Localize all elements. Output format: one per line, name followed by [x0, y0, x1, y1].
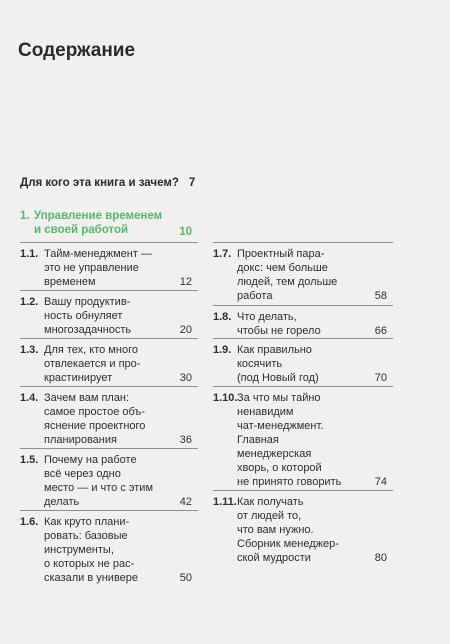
intro-page: 7 — [188, 177, 196, 189]
toc-entry — [20, 453, 200, 509]
toc-entry — [20, 247, 200, 289]
divider — [213, 242, 393, 243]
toc-entry — [20, 391, 200, 447]
entry-page: 12 — [179, 276, 192, 288]
toc-entry — [20, 343, 200, 385]
toc-entry — [213, 247, 395, 303]
entry-title: Как круто плани- ровать: базовые инструменты, о которых не рас- сказали в универе — [44, 516, 139, 584]
entry-page: 42 — [179, 496, 192, 508]
intro-entry — [20, 177, 195, 189]
entry-page: 20 — [179, 324, 192, 336]
entry-page: 58 — [374, 290, 387, 302]
entry-title: Проектный пара- докс: чем больше людей, тем дольше работа — [237, 248, 338, 302]
entry-page: 74 — [374, 476, 387, 488]
page-title: Содержание — [18, 40, 136, 61]
entry-page: 66 — [374, 325, 387, 337]
chapter-number: 1. — [20, 210, 30, 222]
toc-entry — [213, 310, 395, 338]
entry-title: Тайм-менеджмент — это не управление временем — [44, 248, 152, 288]
entry-number: 1.3. — [20, 344, 39, 356]
entry-number: 1.9. — [213, 344, 232, 356]
entry-title: Что делать, чтобы не горело — [237, 311, 321, 337]
divider — [20, 242, 198, 243]
toc-entry — [20, 295, 200, 337]
entry-page: 80 — [374, 552, 387, 564]
entry-number: 1.6. — [20, 516, 39, 528]
entry-title: Почему на работе всё через одно место — и что с этим делать — [44, 454, 154, 508]
divider — [20, 386, 198, 387]
divider — [20, 338, 198, 339]
entry-title: Для тех, кто много отвлекается и про- крастинирует — [44, 344, 141, 384]
entry-title: Зачем вам план: самое простое объ- яснение проектного планирования — [44, 392, 146, 446]
entry-number: 1.11. — [213, 496, 237, 508]
entry-number: 1.10. — [213, 392, 238, 404]
entry-title: Вашу продуктив- ность обнуляет многозадачность — [44, 296, 132, 336]
entry-number: 1.5. — [20, 454, 39, 466]
divider — [213, 490, 393, 491]
entry-number: 1.7. — [213, 248, 232, 260]
entry-page: 36 — [179, 434, 192, 446]
chapter-page: 10 — [179, 226, 192, 238]
divider — [20, 510, 198, 511]
entry-number: 1.1. — [20, 248, 39, 260]
entry-number: 1.4. — [20, 392, 39, 404]
divider — [213, 305, 393, 306]
entry-page: 30 — [179, 372, 192, 384]
toc-entry — [213, 343, 395, 385]
entry-page: 70 — [374, 372, 387, 384]
toc-entry — [213, 495, 395, 565]
toc-entry — [213, 391, 395, 489]
divider — [20, 290, 198, 291]
entry-page: 50 — [179, 572, 192, 584]
entry-number: 1.8. — [213, 311, 232, 323]
divider — [213, 386, 393, 387]
entry-number: 1.2. — [20, 296, 39, 308]
chapter-title: Управление временем и своей работой — [34, 210, 163, 236]
divider — [20, 448, 198, 449]
entry-title: За что мы тайно ненавидим чат-менеджмент. Главная менеджерская хворь, о которой не принято говорить — [237, 392, 342, 488]
intro-title: Для кого эта книга и зачем? — [20, 177, 179, 189]
divider — [213, 338, 393, 339]
entry-title: Как правильно косячить (под Новый год) — [237, 344, 319, 384]
entry-title: Как получать от людей то, что вам нужно. Сборник менеджер- ской мудрости — [237, 496, 339, 564]
toc-entry — [20, 515, 200, 585]
